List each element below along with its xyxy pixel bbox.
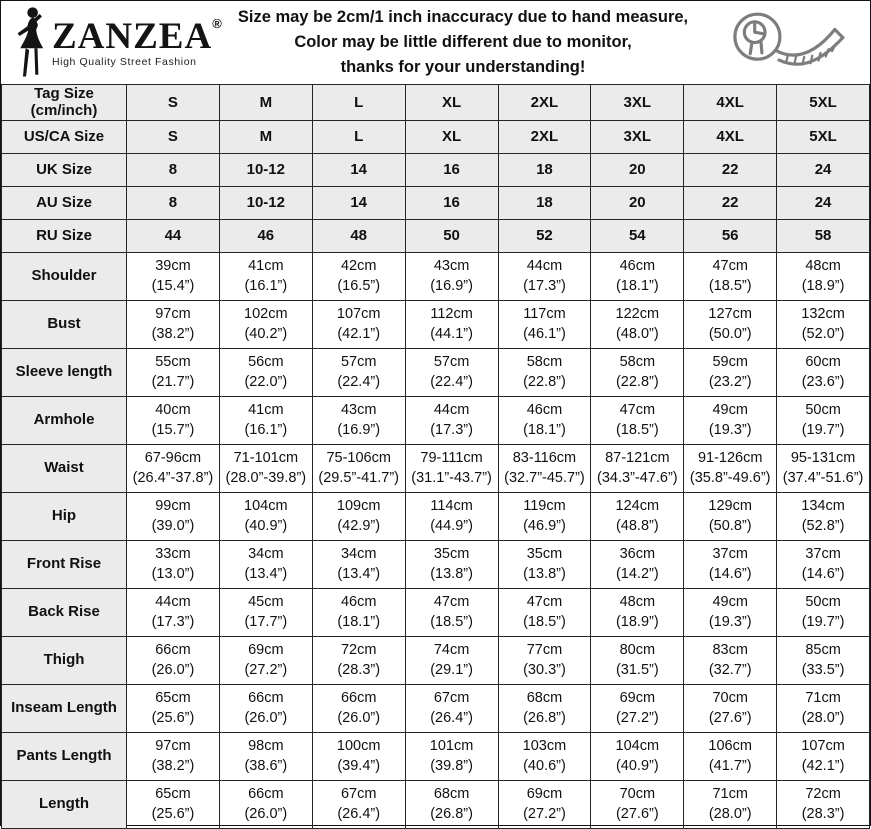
table-row (2, 348, 870, 396)
table-cell: 4XL (684, 120, 777, 153)
table-cell: 69cm (27.2”) (591, 684, 684, 732)
table-cell: 3XL (591, 120, 684, 153)
table-cell: 35cm (13.8”) (498, 540, 591, 588)
table-cell: 72cm (28.3”) (777, 780, 870, 828)
table-cell: 47cm (18.5”) (498, 588, 591, 636)
table-cell: 44cm (17.3”) (498, 252, 591, 300)
table-cell: 34cm (13.4”) (312, 540, 405, 588)
table-cell: 122cm (48.0”) (591, 300, 684, 348)
table-cell: 119cm (46.9”) (498, 492, 591, 540)
table-cell: 57cm (22.4”) (312, 348, 405, 396)
table-cell: 69cm (27.2”) (498, 780, 591, 828)
table-cell: 56cm (22.0”) (219, 348, 312, 396)
size-chart-table (1, 84, 870, 829)
table-row (2, 120, 870, 153)
table-cell: 50 (405, 219, 498, 252)
table-cell: 95-131cm (37.4”-51.6”) (777, 444, 870, 492)
table-cell: 101cm (39.8”) (405, 732, 498, 780)
table-cell: 8 (127, 186, 220, 219)
table-cell: 66cm (26.0”) (219, 780, 312, 828)
table-cell: 80cm (31.5”) (591, 636, 684, 684)
table-cell: 16 (405, 153, 498, 186)
table-row (2, 492, 870, 540)
table-cell: 91-126cm (35.8”-49.6”) (684, 444, 777, 492)
table-cell: 65cm (25.6”) (127, 780, 220, 828)
table-cell: 71cm (28.0”) (684, 780, 777, 828)
table-cell: 103cm (40.6”) (498, 732, 591, 780)
table-cell: 48cm (18.9”) (777, 252, 870, 300)
table-cell: 97cm (38.2”) (127, 732, 220, 780)
table-cell: 5XL (777, 85, 870, 121)
table-cell: 71cm (28.0”) (777, 684, 870, 732)
row-label: Thigh (2, 636, 127, 684)
disclaimer-text (221, 5, 705, 79)
table-cell: 79-111cm (31.1”-43.7”) (405, 444, 498, 492)
table-cell: 14 (312, 186, 405, 219)
table-cell: 54 (591, 219, 684, 252)
table-cell: 98cm (38.6”) (219, 732, 312, 780)
registered-mark: ® (212, 15, 222, 31)
table-cell: 65cm (25.6”) (127, 684, 220, 732)
row-label: Shoulder (2, 252, 127, 300)
row-label: Waist (2, 444, 127, 492)
table-row (2, 153, 870, 186)
table-cell: 67cm (26.4”) (405, 684, 498, 732)
table-cell: 35cm (13.8”) (405, 540, 498, 588)
table-cell: 2XL (498, 120, 591, 153)
table-cell: 4XL (684, 85, 777, 121)
table-cell: 55cm (21.7”) (127, 348, 220, 396)
table-cell: 20 (591, 186, 684, 219)
row-label: UK Size (2, 153, 127, 186)
table-cell: 67cm (26.4”) (312, 780, 405, 828)
table-cell: 87-121cm (34.3”-47.6”) (591, 444, 684, 492)
table-cell: 68cm (26.8”) (498, 684, 591, 732)
table-cell: 102cm (40.2”) (219, 300, 312, 348)
table-cell: 66cm (26.0”) (127, 636, 220, 684)
table-cell: 10-12 (219, 153, 312, 186)
table-row (2, 732, 870, 780)
row-label: Back Rise (2, 588, 127, 636)
row-label: Tag Size (cm/inch) (2, 85, 127, 121)
table-cell: 56 (684, 219, 777, 252)
row-label: Armhole (2, 396, 127, 444)
table-cell: 99cm (39.0”) (127, 492, 220, 540)
table-cell: M (219, 85, 312, 121)
table-cell: 44cm (17.3”) (405, 396, 498, 444)
table-cell: 104cm (40.9”) (219, 492, 312, 540)
table-cell: 46cm (18.1”) (591, 252, 684, 300)
row-label: AU Size (2, 186, 127, 219)
disclaimer-line-1: Size may be 2cm/1 inch inaccuracy due to hand measure, (237, 8, 689, 27)
table-cell: 66cm (26.0”) (312, 684, 405, 732)
row-label: Length (2, 780, 127, 828)
table-cell: 48cm (18.9”) (591, 588, 684, 636)
table-cell: 127cm (50.0”) (684, 300, 777, 348)
table-cell: 97cm (38.2”) (127, 300, 220, 348)
table-cell: 107cm (42.1”) (312, 300, 405, 348)
table-row (2, 540, 870, 588)
brand-name: ZANZEA (52, 15, 213, 57)
table-cell: 60cm (23.6”) (777, 348, 870, 396)
row-label: Hip (2, 492, 127, 540)
table-cell: 22 (684, 186, 777, 219)
table-cell: 18 (498, 186, 591, 219)
table-cell: 112cm (44.1”) (405, 300, 498, 348)
table-row (2, 300, 870, 348)
table-row (2, 684, 870, 732)
table-cell: 47cm (18.5”) (591, 396, 684, 444)
tape-icon-area (705, 7, 870, 79)
table-cell: 33cm (13.0”) (127, 540, 220, 588)
table-cell: 16 (405, 186, 498, 219)
row-label: Bust (2, 300, 127, 348)
table-cell: M (219, 120, 312, 153)
table-cell: 68cm (26.8”) (405, 780, 498, 828)
table-cell: 70cm (27.6”) (684, 684, 777, 732)
table-cell: 85cm (33.5”) (777, 636, 870, 684)
table-cell: 49cm (19.3”) (684, 588, 777, 636)
table-cell: 70cm (27.6”) (591, 780, 684, 828)
table-cell: 40cm (15.7”) (127, 396, 220, 444)
table-cell: 50cm (19.7”) (777, 396, 870, 444)
table-cell: 47cm (18.5”) (684, 252, 777, 300)
table-cell: 58 (777, 219, 870, 252)
table-cell: 107cm (42.1”) (777, 732, 870, 780)
table-cell: 24 (777, 153, 870, 186)
table-cell: 37cm (14.6”) (777, 540, 870, 588)
table-cell: 83cm (32.7”) (684, 636, 777, 684)
brand-text-block (52, 15, 222, 68)
table-cell: 3XL (591, 85, 684, 121)
table-cell: 45cm (17.7”) (219, 588, 312, 636)
row-label: Pants Length (2, 732, 127, 780)
table-cell: 24 (777, 186, 870, 219)
brand-logo (1, 6, 221, 80)
table-cell: 43cm (16.9”) (312, 396, 405, 444)
table-cell: S (127, 85, 220, 121)
table-cell: 46 (219, 219, 312, 252)
table-cell: 36cm (14.2”) (591, 540, 684, 588)
table-row (2, 444, 870, 492)
table-cell: 37cm (14.6”) (684, 540, 777, 588)
table-cell: 49cm (19.3”) (684, 396, 777, 444)
table-row (2, 636, 870, 684)
table-cell: 129cm (50.8”) (684, 492, 777, 540)
table-cell: 52 (498, 219, 591, 252)
brand-banner (1, 1, 870, 84)
table-cell: XL (405, 120, 498, 153)
table-cell: L (312, 85, 405, 121)
table-cell: 47cm (18.5”) (405, 588, 498, 636)
table-cell: 50cm (19.7”) (777, 588, 870, 636)
table-cell: 22 (684, 153, 777, 186)
table-cell: 134cm (52.8”) (777, 492, 870, 540)
woman-silhouette-icon (9, 6, 51, 80)
table-cell: 10-12 (219, 186, 312, 219)
table-cell: 44 (127, 219, 220, 252)
table-cell: 58cm (22.8”) (591, 348, 684, 396)
table-cell: 74cm (29.1”) (405, 636, 498, 684)
row-label: US/CA Size (2, 120, 127, 153)
table-cell: 114cm (44.9”) (405, 492, 498, 540)
table-cell: 66cm (26.0”) (219, 684, 312, 732)
table-cell: 18 (498, 153, 591, 186)
table-cell: 2XL (498, 85, 591, 121)
table-cell: 41cm (16.1”) (219, 396, 312, 444)
brand-tagline: High Quality Street Fashion (52, 55, 197, 68)
table-cell: 117cm (46.1”) (498, 300, 591, 348)
table-cell: 69cm (27.2”) (219, 636, 312, 684)
table-cell: 5XL (777, 120, 870, 153)
table-cell: 20 (591, 153, 684, 186)
table-cell: XL (405, 85, 498, 121)
table-cell: 100cm (39.4”) (312, 732, 405, 780)
table-row (2, 85, 870, 121)
table-cell: 59cm (23.2”) (684, 348, 777, 396)
disclaimer-line-2: Color may be little different due to monitor, (294, 33, 632, 52)
table-cell: 46cm (18.1”) (498, 396, 591, 444)
table-cell: 67-96cm (26.4”-37.8”) (127, 444, 220, 492)
row-label: Front Rise (2, 540, 127, 588)
table-row (2, 186, 870, 219)
table-cell: 132cm (52.0”) (777, 300, 870, 348)
table-cell: 106cm (41.7”) (684, 732, 777, 780)
table-cell: L (312, 120, 405, 153)
table-cell: 83-116cm (32.7”-45.7”) (498, 444, 591, 492)
table-row (2, 219, 870, 252)
table-cell: 72cm (28.3”) (312, 636, 405, 684)
table-cell: 42cm (16.5”) (312, 252, 405, 300)
table-cell: 39cm (15.4”) (127, 252, 220, 300)
disclaimer-line-3: thanks for your understanding! (340, 57, 586, 76)
table-cell: 124cm (48.8”) (591, 492, 684, 540)
table-cell: 8 (127, 153, 220, 186)
table-cell: 77cm (30.3”) (498, 636, 591, 684)
table-row (2, 588, 870, 636)
table-cell: 48 (312, 219, 405, 252)
table-row (2, 396, 870, 444)
row-label: RU Size (2, 219, 127, 252)
table-cell: 44cm (17.3”) (127, 588, 220, 636)
table-cell: S (127, 120, 220, 153)
table-cell: 57cm (22.4”) (405, 348, 498, 396)
table-row (2, 252, 870, 300)
table-cell: 58cm (22.8”) (498, 348, 591, 396)
table-cell: 75-106cm (29.5”-41.7”) (312, 444, 405, 492)
table-cell: 71-101cm (28.0”-39.8”) (219, 444, 312, 492)
table-cell: 34cm (13.4”) (219, 540, 312, 588)
row-label: Inseam Length (2, 684, 127, 732)
table-cell: 43cm (16.9”) (405, 252, 498, 300)
row-label: Sleeve length (2, 348, 127, 396)
table-cell: 109cm (42.9”) (312, 492, 405, 540)
table-cell: 104cm (40.9”) (591, 732, 684, 780)
measuring-tape-icon (722, 7, 854, 79)
table-cell: 41cm (16.1”) (219, 252, 312, 300)
table-cell: 14 (312, 153, 405, 186)
table-row (2, 780, 870, 828)
table-cell: 46cm (18.1”) (312, 588, 405, 636)
